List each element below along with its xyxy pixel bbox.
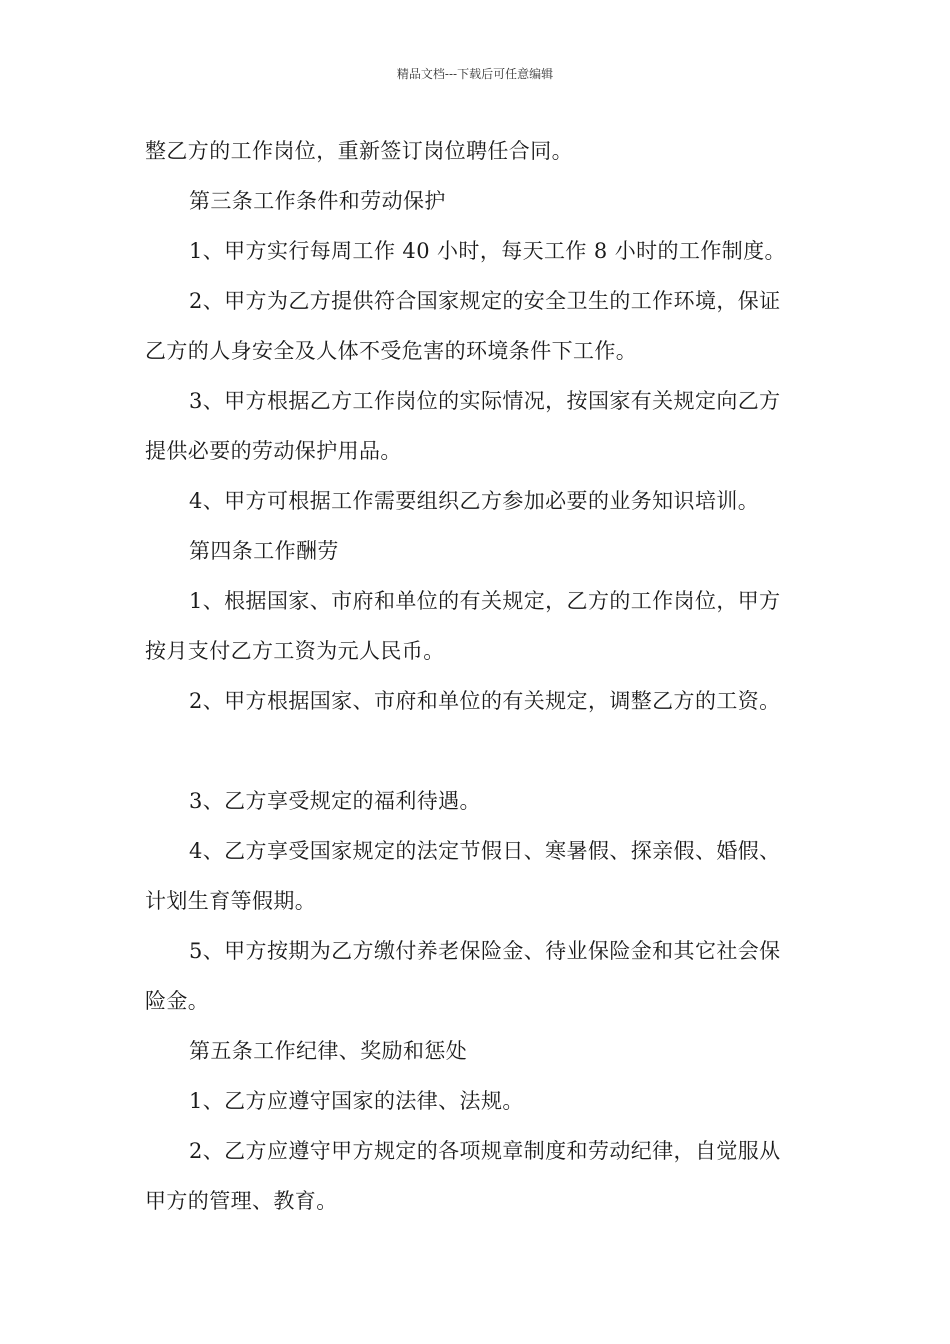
paragraph-line: 2、乙方应遵守甲方规定的各项规章制度和劳动纪律，自觉服从: [189, 1139, 781, 1163]
section-heading-article-5: 第五条工作纪律、奖励和惩处: [189, 1039, 468, 1063]
paragraph-line: 乙方的人身安全及人体不受危害的环境条件下工作。: [145, 339, 638, 363]
paragraph-line: 整乙方的工作岗位，重新签订岗位聘任合同。: [145, 139, 573, 163]
section-heading-article-4: 第四条工作酬劳: [189, 539, 339, 563]
paragraph-line: 5、甲方按期为乙方缴付养老保险金、待业保险金和其它社会保: [189, 939, 781, 963]
page-header: 精品文档---下载后可任意编辑: [396, 67, 554, 81]
paragraph-line: 1、甲方实行每周工作 40 小时，每天工作 8 小时的工作制度。: [189, 239, 786, 263]
paragraph-line: 2、甲方根据国家、市府和单位的有关规定，调整乙方的工资。: [189, 689, 781, 713]
section-heading-article-3: 第三条工作条件和劳动保护: [189, 189, 446, 213]
paragraph-line: 计划生育等假期。: [145, 889, 317, 913]
paragraph-line: 按月支付乙方工资为元人民币。: [145, 639, 445, 663]
paragraph-line: 险金。: [145, 989, 210, 1013]
paragraph-line: 3、甲方根据乙方工作岗位的实际情况，按国家有关规定向乙方: [189, 389, 781, 413]
paragraph-line: 4、乙方享受国家规定的法定节假日、寒暑假、探亲假、婚假、: [189, 839, 781, 863]
paragraph-line: 3、乙方享受规定的福利待遇。: [189, 789, 481, 813]
paragraph-line: 1、乙方应遵守国家的法律、法规。: [189, 1089, 524, 1113]
paragraph-line: 1、根据国家、市府和单位的有关规定，乙方的工作岗位，甲方: [189, 589, 781, 613]
paragraph-line: 4、甲方可根据工作需要组织乙方参加必要的业务知识培训。: [189, 489, 760, 513]
paragraph-line: 提供必要的劳动保护用品。: [145, 439, 402, 463]
paragraph-line: 甲方的管理、教育。: [145, 1189, 338, 1213]
paragraph-line: 2、甲方为乙方提供符合国家规定的安全卫生的工作环境，保证: [189, 289, 781, 313]
